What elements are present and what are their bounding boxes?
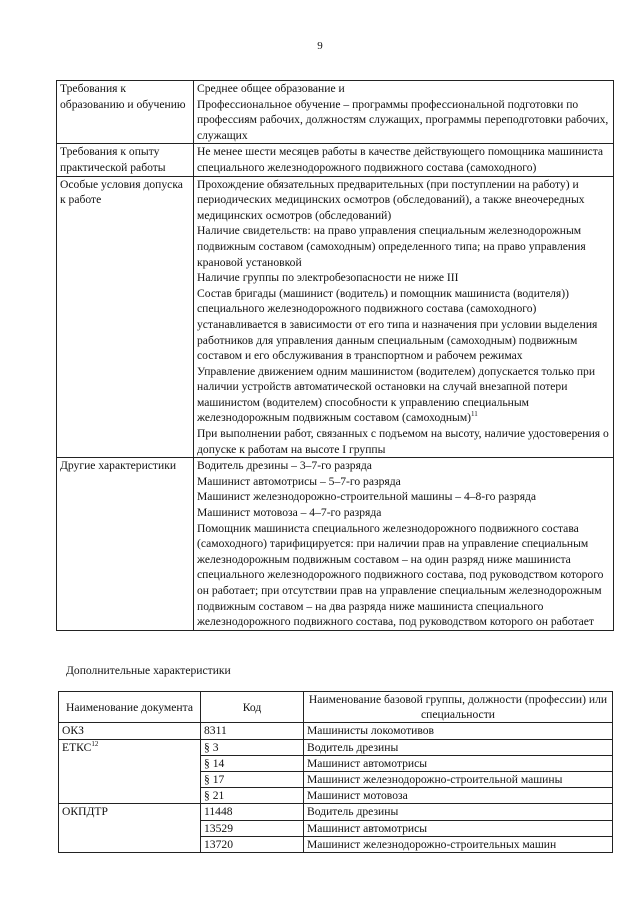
content-line: Наличие свидетельств: на право управления специальным железнодорожным подвижным составом (самоходным) определенного типа; на право управления крановой установкой [197,224,586,269]
row-content-education [194,81,614,144]
qualification-requirements-table [56,80,614,631]
row-content-other [194,458,614,631]
code-cell: 13720 [201,836,304,852]
name-cell: Машинист железнодорожно-строительных машин [304,836,613,852]
table-row [59,755,613,771]
content-line: Прохождение обязательных предварительных (при поступлении на работу) и периодических медицинских осмотров (обследований), а также внеочередных медицинских осмотров (обследований) [197,177,585,222]
table-row [57,144,614,176]
table-header-row [59,692,613,723]
doc-okz: ОКЗ [59,723,201,739]
empty-cell [59,820,201,836]
content-line: Машинист мотовоза – 4–7-го разряда [197,506,382,520]
row-label-experience: Требования к опыту практической работы [57,144,194,176]
table-row [59,836,613,852]
row-content-special-conditions [194,176,614,458]
content-line [197,364,610,426]
footnote-marker: 11 [471,410,478,419]
empty-cell [59,755,201,771]
table-row [59,804,613,820]
name-cell: Машинист автомотрисы [304,755,613,771]
name-cell: Водитель дрезины [304,804,613,820]
empty-cell [59,772,201,788]
code-cell: § 3 [201,739,304,755]
code-cell: 11448 [201,804,304,820]
row-label-other: Другие характеристики [57,458,194,631]
name-cell: Машинист мотовоза [304,788,613,804]
content-line: Состав бригады (машинист (водитель) и помощник машиниста (водителя)) специального железнодорожного подвижного состава (самоходного) устанавливается в зависимости от его типа и назначения при условии выделения работников для управления данным специальным (самоходным) подвижным составом и его обслуживания в транспортном и рабочем режимах [197,286,598,363]
row-label-special-conditions: Особые условия допуска к работе [57,176,194,458]
content-line: Водитель дрезины – 3–7-го разряда [197,459,372,473]
code-cell: § 14 [201,755,304,771]
additional-characteristics-table [58,691,613,853]
content-line: Машинист железнодорожно-строительной машины – 4–8-го разряда [197,490,537,504]
row-label-education: Требования к образованию и обучению [57,81,194,144]
code-cell: 8311 [201,723,304,739]
doc-etks [59,739,201,755]
content-line: Профессиональное обучение – программы профессиональной подготовки по профессиям рабочих, должностям служащих, программы переподготовки рабочих, служащих [197,97,609,142]
table-row [59,772,613,788]
name-cell: Машинист железнодорожно-строительной машины [304,772,613,788]
section-title: Дополнительные характеристики [66,664,231,677]
empty-cell [59,788,201,804]
empty-cell [59,836,201,852]
code-cell: § 21 [201,788,304,804]
row-content-experience [194,144,614,176]
content-line: Машинист автомотрисы – 5–7-го разряда [197,474,401,488]
page-number: 9 [317,40,323,52]
table-row [57,458,614,631]
table-row [59,788,613,804]
header-code: Код [201,692,304,723]
content-line-text: Управление движением одним машинистом (водителем) допускается только при наличии устройств автоматической остановки на случай внезапной потери машинистом (водителем) способности к управлению специальным железнодорожным подвижным составом (самоходным) [197,364,596,425]
name-cell: Машинист автомотрисы [304,820,613,836]
header-document: Наименование документа [59,692,201,723]
name-cell: Водитель дрезины [304,739,613,755]
content-line: Среднее общее образование и [197,82,345,95]
header-name: Наименование базовой группы, должности (профессии) или специальности [304,692,613,723]
table-row [59,723,613,739]
table-row [57,81,614,144]
table-row [59,739,613,755]
table-row [57,176,614,458]
doc-okpdtr: ОКПДТР [59,804,201,820]
content-line: При выполнении работ, связанных с подъемом на высоту, наличие удостоверения о допуске к работам на высоте I группы [197,427,609,456]
doc-etks-text: ЕТКС [62,740,92,754]
table-row [59,820,613,836]
content-line: Наличие группы по электробезопасности не ниже III [197,271,459,285]
content-line: Не менее шести месяцев работы в качестве действующего помощника машиниста специального железнодорожного подвижного состава (самоходного) [197,145,604,174]
footnote-marker: 12 [91,739,99,748]
name-cell: Машинисты локомотивов [304,723,613,739]
code-cell: 13529 [201,820,304,836]
code-cell: § 17 [201,772,304,788]
content-line: Помощник машиниста специального железнодорожного подвижного состава (самоходного) тарифицируется: при наличии прав на управление специальным железнодорожным подвижным составом – на один разряд ниже машиниста специального железнодорожного подвижного состава, под руководством которого он работает; при отсутствии прав на управление специальным железнодорожным подвижным составом – на два разряда ниже машиниста специального железнодорожного подвижного состава, под руководством которого он работает [197,521,604,629]
